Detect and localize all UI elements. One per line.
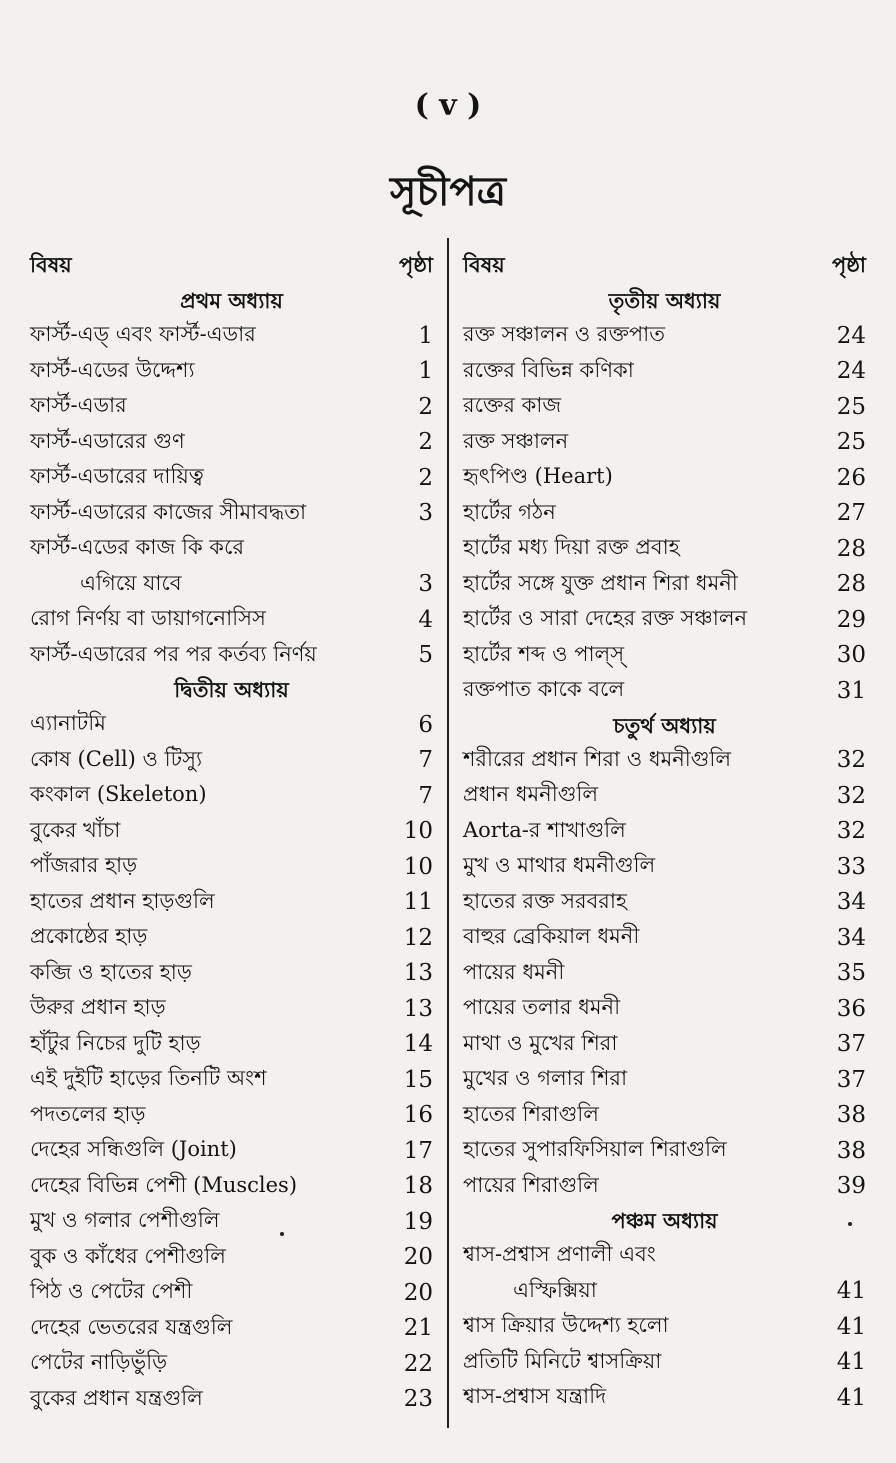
toc-entry-title: রক্ত সঞ্চালন ও রক্তপাত: [463, 322, 665, 347]
toc-entry[interactable]: [463, 743, 866, 779]
toc-entry-page: 2: [418, 429, 433, 456]
toc-entry[interactable]: [30, 1062, 433, 1098]
toc-entry[interactable]: [30, 1098, 433, 1134]
toc-entry-page: 19: [403, 1208, 433, 1235]
toc-entry[interactable]: [30, 567, 433, 603]
toc-entry-title: এগিয়ে যাবে: [80, 570, 182, 595]
toc-entry-title: হাতের প্রধান হাড়গুলি: [30, 888, 215, 913]
toc-entry-title: শ্বাস ক্রিয়ার উদ্দেশ্য হলো: [463, 1313, 669, 1338]
toc-entry[interactable]: [463, 1133, 866, 1169]
chapter-heading: দ্বিতীয় অধ্যায়: [174, 677, 289, 702]
toc-entry-page: 33: [836, 853, 866, 880]
toc-entry-page: 20: [403, 1244, 433, 1271]
subject-header: বিষয়: [30, 252, 72, 277]
stray-dot: [280, 1232, 284, 1236]
toc-entry[interactable]: [463, 920, 866, 956]
toc-entry-page: 36: [836, 995, 866, 1022]
toc-entry[interactable]: [463, 1027, 866, 1063]
toc-entry-page: 28: [836, 571, 866, 598]
toc-entry[interactable]: [30, 1275, 433, 1311]
toc-entry-title: এ্যানাটমি: [30, 711, 106, 736]
toc-entry-page: 27: [836, 500, 866, 527]
subject-header: বিষয়: [463, 252, 505, 277]
toc-entry-title: প্রকোষ্ঠের হাড়: [30, 924, 148, 949]
toc-entry-page: 2: [418, 464, 433, 491]
toc-entry[interactable]: [30, 956, 433, 992]
page-header: পৃষ্ঠা: [831, 252, 866, 277]
toc-entry[interactable]: [30, 1204, 433, 1240]
toc-entry-title: দেহের বিভিন্ন পেশী (Muscles): [30, 1172, 298, 1197]
stray-dot: [848, 1222, 852, 1226]
left-entry-list: [30, 284, 433, 1417]
toc-entry-page: 3: [418, 571, 433, 598]
toc-entry-page: 41: [836, 1278, 866, 1305]
toc-entry-page: 38: [836, 1137, 866, 1164]
toc-entry-page: 38: [836, 1102, 866, 1129]
left-header-row: [30, 238, 433, 284]
toc-entry-title: কব্জি ও হাতের হাড়: [30, 959, 192, 984]
toc-entry[interactable]: [30, 496, 433, 532]
toc-entry-page: 5: [418, 642, 433, 669]
toc-entry-title: ফার্স্ট-এডারের পর পর কর্তব্য নির্ণয়: [30, 641, 317, 666]
toc-columns: [30, 238, 866, 1428]
toc-entry-page: 1: [418, 322, 433, 349]
toc-left-column: [30, 238, 447, 1428]
toc-entry[interactable]: [463, 354, 866, 390]
toc-entry-page: 12: [403, 924, 433, 951]
toc-entry-page: 1: [418, 358, 433, 385]
toc-entry[interactable]: [30, 1311, 433, 1347]
toc-entry[interactable]: [463, 425, 866, 461]
toc-entry-page: 28: [836, 535, 866, 562]
toc-entry[interactable]: [30, 389, 433, 425]
toc-entry[interactable]: [463, 602, 866, 638]
right-entry-list: [463, 284, 866, 1416]
toc-entry-page: 26: [836, 464, 866, 491]
toc-entry-title: মাথা ও মুখের শিরা: [463, 1030, 618, 1055]
toc-entry-page: 10: [403, 853, 433, 880]
toc-entry-title: বুকের প্রধান যন্ত্রগুলি: [30, 1385, 203, 1410]
toc-entry-title: দেহের ভেতরের যন্ত্রগুলি: [30, 1314, 233, 1339]
toc-entry-title: রক্তের বিভিন্ন কণিকা: [463, 357, 634, 382]
toc-entry-title: ফার্স্ট-এডের উদ্দেশ্য: [30, 357, 195, 382]
toc-entry-title: শ্বাস-প্রশ্বাস প্রণালী এবং: [463, 1242, 656, 1267]
toc-entry-page: 13: [403, 960, 433, 987]
toc-entry-page: 32: [836, 818, 866, 845]
toc-entry-title: বুক ও কাঁধের পেশীগুলি: [30, 1243, 226, 1268]
toc-entry-title: ফার্স্ট-এডারের গুণ: [30, 428, 185, 453]
toc-entry-title: বুকের খাঁচা: [30, 817, 121, 842]
toc-entry-page: 11: [403, 889, 433, 916]
toc-entry-title: পেটের নাড়িভুঁড়ি: [30, 1350, 168, 1375]
toc-entry[interactable]: [463, 956, 866, 992]
page-header: পৃষ্ঠা: [398, 252, 433, 277]
page-title: সূচীপত্র: [390, 168, 506, 215]
toc-entry-page: 16: [403, 1102, 433, 1129]
toc-entry[interactable]: [463, 814, 866, 850]
chapter-heading: প্রথম অধ্যায়: [180, 288, 283, 313]
toc-entry[interactable]: [463, 389, 866, 425]
toc-entry-title: পাঁজরার হাড়: [30, 853, 138, 878]
toc-entry-title: প্রতিটি মিনিটে শ্বাসক্রিয়া: [463, 1348, 662, 1373]
toc-entry-page: 41: [836, 1384, 866, 1411]
toc-entry[interactable]: [30, 354, 433, 390]
toc-entry-title: হার্টের গঠন: [463, 499, 556, 524]
toc-entry-page: 4: [418, 606, 433, 633]
toc-entry-page: 7: [418, 747, 433, 774]
toc-entry[interactable]: [463, 849, 866, 885]
toc-entry[interactable]: [463, 673, 866, 709]
toc-entry-page: 24: [836, 322, 866, 349]
toc-entry-title: প্রধান ধমনীগুলি: [463, 782, 598, 807]
toc-entry-title: শ্বাস-প্রশ্বাস যন্ত্রাদি: [463, 1384, 607, 1409]
toc-entry-title: এই দুইটি হাড়ের তিনটি অংশ: [30, 1066, 267, 1091]
toc-entry-title: হার্টের সঙ্গে যুক্ত প্রধান শিরা ধমনী: [463, 570, 738, 595]
toc-entry[interactable]: [30, 707, 433, 743]
toc-entry-page: 14: [403, 1031, 433, 1058]
toc-entry-page: 24: [836, 358, 866, 385]
toc-entry[interactable]: [30, 920, 433, 956]
toc-entry-title: মুখ ও মাথার ধমনীগুলি: [463, 853, 656, 878]
chapter-heading: তৃতীয় অধ্যায়: [608, 288, 721, 313]
toc-entry-page: 39: [836, 1173, 866, 1200]
toc-entry-title: দেহের সন্ধিগুলি (Joint): [30, 1137, 237, 1162]
toc-entry[interactable]: [30, 1240, 433, 1276]
toc-entry-page: 21: [403, 1315, 433, 1342]
toc-entry-title: এস্ফিক্সিয়া: [513, 1277, 597, 1302]
toc-entry-title: রক্তপাত কাকে বলে: [463, 677, 625, 702]
toc-entry-page: 32: [836, 782, 866, 809]
toc-entry-title: রোগ নির্ণয় বা ডায়াগনোসিস: [30, 606, 266, 631]
toc-entry-title: মুখ ও গলার পেশীগুলি: [30, 1208, 220, 1233]
toc-entry-title: বাহুর ব্রেকিয়াল ধমনী: [463, 924, 640, 949]
chapter-heading: চতুর্থ অধ্যায়: [613, 712, 716, 738]
toc-entry-page: 18: [403, 1173, 433, 1200]
toc-entry[interactable]: [30, 1133, 433, 1169]
toc-entry-page: 23: [403, 1386, 433, 1413]
toc-entry[interactable]: [463, 1345, 866, 1381]
toc-entry[interactable]: [30, 531, 433, 567]
toc-entry-page: 29: [836, 606, 866, 633]
toc-entry[interactable]: [463, 460, 866, 496]
chapter-heading: পঞ্চম অধ্যায়: [611, 1208, 718, 1233]
toc-entry-page: 30: [836, 642, 866, 669]
toc-entry-page: 41: [836, 1313, 866, 1340]
toc-entry-page: 34: [836, 924, 866, 951]
toc-entry[interactable]: [30, 743, 433, 779]
toc-entry-page: 20: [403, 1279, 433, 1306]
toc-entry-title: মুখের ও গলার শিরা: [463, 1066, 628, 1091]
toc-entry-page: 34: [836, 889, 866, 916]
toc-entry-title: হার্টের মধ্য দিয়া রক্ত প্রবাহ: [463, 535, 680, 560]
toc-entry-page: 3: [418, 500, 433, 527]
toc-entry[interactable]: [30, 1346, 433, 1382]
toc-entry[interactable]: [463, 1274, 866, 1310]
toc-entry-page: 2: [418, 393, 433, 420]
toc-entry-page: 25: [836, 393, 866, 420]
toc-entry-page: 17: [403, 1137, 433, 1164]
toc-entry-page: 31: [836, 677, 866, 704]
toc-entry-title: ফার্স্ট-এড্ এবং ফার্স্ট-এডার: [30, 322, 256, 347]
toc-entry-title: ফার্স্ট-এডার: [30, 393, 127, 418]
toc-entry[interactable]: [30, 425, 433, 461]
toc-entry[interactable]: [463, 778, 866, 814]
toc-entry[interactable]: [30, 1382, 433, 1418]
toc-entry[interactable]: [30, 1169, 433, 1205]
toc-entry-page: 25: [836, 429, 866, 456]
toc-entry-title: ফার্স্ট-এডারের দায়িত্ব: [30, 464, 204, 489]
toc-entry-page: 15: [403, 1066, 433, 1093]
toc-entry[interactable]: [463, 496, 866, 532]
toc-entry-title: ফার্স্ট-এডের কাজ কি করে: [30, 535, 244, 560]
toc-entry-title: উরুর প্রধান হাড়: [30, 995, 166, 1020]
toc-entry[interactable]: [463, 885, 866, 921]
toc-entry[interactable]: [463, 1169, 866, 1205]
toc-entry[interactable]: [463, 1238, 866, 1274]
toc-entry-title: হাতের রক্ত সরবরাহ: [463, 888, 627, 913]
toc-entry-title: পিঠ ও পেটের পেশী: [30, 1279, 193, 1304]
toc-entry-title: Aorta-র শাখাগুলি: [463, 817, 626, 842]
toc-entry[interactable]: [463, 991, 866, 1027]
toc-entry-title: কোষ (Cell) ও টিস্যু: [30, 746, 203, 771]
toc-entry[interactable]: [463, 531, 866, 567]
toc-entry-title: পদতলের হাড়: [30, 1101, 146, 1126]
toc-entry-title: হাঁটুর নিচের দুটি হাড়: [30, 1030, 201, 1055]
toc-entry-title: কংকাল (Skeleton): [30, 782, 207, 807]
toc-entry[interactable]: [30, 318, 433, 354]
toc-entry[interactable]: [30, 849, 433, 885]
page-number: ( v ): [414, 88, 482, 123]
toc-entry-title: পায়ের শিরাগুলি: [463, 1172, 599, 1197]
toc-entry[interactable]: [463, 638, 866, 674]
toc-entry-page: 37: [836, 1031, 866, 1058]
toc-entry-title: হার্টের ও সারা দেহের রক্ত সঞ্চালন: [463, 606, 748, 631]
toc-entry-title: পায়ের তলার ধমনী: [463, 995, 621, 1020]
toc-entry[interactable]: [30, 814, 433, 850]
toc-entry-page: 13: [403, 995, 433, 1022]
toc-entry[interactable]: [30, 460, 433, 496]
toc-entry[interactable]: [463, 1380, 866, 1416]
toc-entry-title: ফার্স্ট-এডারের কাজের সীমাবদ্ধতা: [30, 499, 307, 524]
toc-right-column: [449, 238, 866, 1428]
toc-entry-page: 37: [836, 1066, 866, 1093]
toc-entry[interactable]: [30, 885, 433, 921]
toc-entry[interactable]: [463, 1309, 866, 1345]
toc-entry[interactable]: [463, 1062, 866, 1098]
toc-entry-title: পায়ের ধমনী: [463, 959, 565, 984]
toc-entry-page: 10: [403, 818, 433, 845]
toc-entry-page: 6: [418, 711, 433, 738]
toc-entry[interactable]: [30, 991, 433, 1027]
toc-entry-title: হৃৎপিণ্ড (Heart): [463, 464, 613, 489]
toc-entry-title: হার্টের শব্দ ও পাল্স্: [463, 641, 625, 666]
toc-entry-title: শরীরের প্রধান শিরা ও ধমনীগুলি: [463, 746, 732, 771]
toc-entry[interactable]: [463, 318, 866, 354]
toc-entry-title: রক্ত সঞ্চালন: [463, 428, 569, 453]
toc-entry[interactable]: [463, 567, 866, 603]
toc-entry[interactable]: [30, 778, 433, 814]
toc-entry-page: 41: [836, 1349, 866, 1376]
toc-entry-page: 35: [836, 960, 866, 987]
right-header-row: [463, 238, 866, 284]
toc-entry[interactable]: [30, 602, 433, 638]
toc-entry[interactable]: [30, 638, 433, 674]
toc-entry[interactable]: [30, 1027, 433, 1063]
toc-entry-page: 22: [403, 1350, 433, 1377]
toc-entry-title: রক্তের কাজ: [463, 393, 562, 418]
toc-entry-title: হাতের শিরাগুলি: [463, 1101, 599, 1126]
toc-entry[interactable]: [463, 1098, 866, 1134]
toc-entry-page: 7: [418, 782, 433, 809]
toc-entry-page: 32: [836, 747, 866, 774]
toc-entry-title: হাতের সুপারফিসিয়াল শিরাগুলি: [463, 1137, 727, 1162]
